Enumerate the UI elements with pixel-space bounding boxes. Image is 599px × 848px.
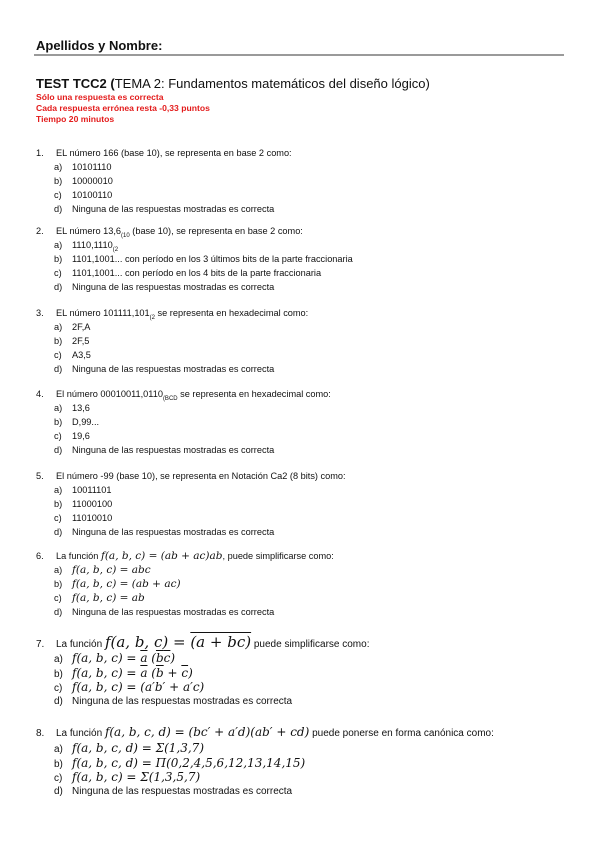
question-2: [36, 224, 353, 294]
formula-part: (: [147, 651, 156, 665]
option-b[interactable]: [36, 334, 308, 348]
question-text: La función: [56, 639, 105, 650]
question-text: se representa en hexadecimal como:: [177, 389, 331, 399]
option-text: Ninguna de las respuestas mostradas es correcta: [72, 445, 275, 455]
option-letter: a): [54, 403, 63, 413]
option-letter: d): [54, 282, 63, 292]
option-a[interactable]: [36, 160, 292, 174]
subscript: (2: [112, 246, 119, 253]
document-title: [36, 76, 430, 91]
question-number: 2.: [36, 226, 44, 236]
instruction-line: Sólo una respuesta es correcta: [36, 92, 164, 102]
option-c[interactable]: [36, 591, 334, 605]
option-a[interactable]: [36, 483, 346, 497]
option-text: Ninguna de las respuestas mostradas es correcta: [72, 785, 293, 797]
question-text: EL número 13,6: [56, 226, 122, 236]
option-a[interactable]: [36, 320, 308, 334]
option-text: Ninguna de las respuestas mostradas es correcta: [72, 282, 275, 292]
option-letter: d): [54, 785, 63, 797]
option-letter: a): [54, 565, 63, 575]
option-letter: c): [54, 268, 62, 278]
option-letter: b): [54, 176, 63, 186]
option-formula: [72, 651, 175, 665]
question-text: La función: [56, 551, 101, 561]
option-letter: c): [54, 431, 62, 441]
option-letter: a): [54, 162, 63, 172]
option-formula: f(a, b, c, d) = Σ(1,3,7): [72, 741, 204, 755]
option-text: Ninguna de las respuestas mostradas es correcta: [72, 204, 275, 214]
option-c[interactable]: [36, 188, 292, 202]
option-formula: [72, 666, 193, 680]
option-letter: c): [54, 683, 63, 694]
option-formula: f(a, b, c) = Σ(1,3,5,7): [72, 770, 201, 784]
option-text: 11000100: [72, 499, 113, 509]
formula-part: $\overline{c}$: [181, 665, 189, 680]
title-rest: Fundamentos matemáticos del diseño lógico): [164, 76, 430, 91]
question-text: EL número 101111,101: [56, 308, 150, 318]
instructions: [36, 92, 210, 125]
option-letter: b): [54, 336, 63, 346]
option-text: 19,6: [72, 431, 90, 441]
option-letter: d): [54, 527, 63, 537]
question-text: La función: [56, 728, 105, 739]
option-letter: b): [54, 417, 63, 427]
option-formula: f(a, b, c) = (a′b′ + a′c): [72, 680, 205, 694]
option-letter: d): [54, 445, 63, 455]
option-a[interactable]: [36, 238, 353, 252]
option-b[interactable]: [36, 577, 334, 591]
formula-part: +: [163, 665, 182, 680]
formula-part: ): [170, 651, 176, 665]
question-text: El número 00010011,0110: [56, 389, 163, 399]
option-letter: a): [54, 322, 63, 332]
option-d[interactable]: [36, 280, 353, 294]
option-c[interactable]: [36, 680, 369, 695]
question-number: 6.: [36, 551, 44, 561]
question-number: 3.: [36, 308, 44, 318]
instruction-line: Cada respuesta errónea resta -0,33 puntos: [36, 103, 210, 113]
option-a[interactable]: [36, 401, 331, 415]
option-text: Ninguna de las respuestas mostradas es correcta: [72, 364, 275, 374]
option-d[interactable]: [36, 785, 494, 800]
question-text: , puede simplificarse como:: [222, 551, 334, 561]
option-text: 10100110: [72, 190, 113, 200]
option-c[interactable]: [36, 348, 308, 362]
question-text: (base 10), se representa en base 2 como:: [129, 226, 303, 236]
question-text: puede simplificarse como:: [251, 639, 370, 650]
option-text: 10101110: [72, 162, 112, 172]
option-b[interactable]: [36, 174, 292, 188]
option-b[interactable]: [36, 666, 369, 681]
formula-part: $\overline{c}$: [163, 651, 171, 665]
formula-part: $\overline{a}$: [140, 665, 148, 680]
option-text: Ninguna de las respuestas mostradas es correcta: [72, 527, 275, 537]
option-a[interactable]: [36, 651, 369, 666]
question-8: [36, 724, 494, 799]
instruction-line: Tiempo 20 minutos: [36, 114, 115, 124]
option-b[interactable]: [36, 415, 331, 429]
option-letter: c): [54, 773, 63, 784]
subscript: (BCD: [162, 395, 178, 402]
title-tema: TEMA 2:: [114, 76, 165, 91]
option-formula: f(a, b, c) = ab: [72, 592, 145, 604]
option-d[interactable]: [36, 362, 308, 376]
formula-part: f(a, b, c) =: [72, 651, 141, 665]
question-5: [36, 469, 346, 539]
option-d[interactable]: [36, 525, 346, 539]
option-d[interactable]: [36, 605, 334, 619]
name-field-label: Apellidos y Nombre:: [36, 38, 163, 53]
option-letter: c): [54, 190, 62, 200]
option-letter: c): [54, 593, 62, 603]
option-d[interactable]: [36, 443, 331, 457]
option-text: 10011101: [72, 485, 112, 495]
option-text: 11010010: [72, 513, 113, 523]
formula-part: $\overline{b}$: [155, 651, 164, 665]
option-a[interactable]: [36, 741, 494, 756]
option-c[interactable]: [36, 511, 346, 525]
option-b[interactable]: [36, 756, 494, 771]
header-rule: [34, 54, 564, 56]
option-text: A3,5: [72, 350, 91, 360]
question-7: [36, 634, 369, 709]
option-letter: a): [54, 240, 63, 250]
option-a[interactable]: [36, 563, 334, 577]
option-letter: b): [54, 668, 63, 680]
option-letter: a): [54, 485, 63, 495]
question-text: EL número 166 (base 10), se representa en base 2 como:: [56, 148, 292, 158]
option-c[interactable]: [36, 266, 353, 280]
negated-expression: (a + bc): [190, 633, 252, 651]
option-b[interactable]: [36, 497, 346, 511]
formula-part: $\overline{a}$: [140, 651, 148, 665]
question-3: [36, 306, 308, 376]
question-text: puede ponerse en forma canónica como:: [309, 728, 494, 739]
option-letter: d): [54, 364, 63, 374]
option-letter: d): [54, 204, 63, 214]
option-text: 1101,1001... con período en los 3 últimos bits de la parte fraccionaria: [72, 254, 353, 264]
option-text: 1101,1001... con período en los 4 bits de la parte fraccionaria: [72, 268, 322, 278]
option-formula: f(a, b, c, d) = Π(0,2,4,5,6,12,13,14,15): [72, 755, 306, 770]
option-letter: b): [54, 579, 63, 589]
option-c[interactable]: [36, 429, 331, 443]
formula-part: (: [147, 665, 156, 680]
option-text: 13,6: [72, 403, 90, 413]
option-letter: b): [54, 254, 63, 264]
option-b[interactable]: [36, 252, 353, 266]
option-letter: b): [54, 758, 63, 770]
option-letter: d): [54, 695, 63, 707]
question-number: 8.: [36, 728, 45, 739]
option-text: 2F,5: [72, 336, 90, 346]
option-letter: d): [54, 607, 63, 617]
question-1: [36, 146, 292, 216]
option-text: 2F,A: [72, 322, 91, 332]
option-text: 1110,1110: [72, 240, 113, 250]
option-text: Ninguna de las respuestas mostradas es correcta: [72, 607, 275, 617]
option-letter: a): [54, 744, 63, 755]
formula-part: f(a, b, c) =: [72, 665, 141, 680]
question-number: 5.: [36, 471, 44, 481]
option-formula: f(a, b, c) = (ab + ac): [72, 578, 181, 590]
subscript: (10: [121, 232, 130, 239]
option-d[interactable]: [36, 202, 292, 216]
option-letter: a): [54, 654, 63, 665]
option-formula: f(a, b, c) = abc: [72, 564, 151, 576]
option-d[interactable]: [36, 695, 369, 710]
option-letter: b): [54, 499, 63, 509]
question-4: [36, 387, 331, 457]
question-number: 7.: [36, 639, 45, 650]
title-main: TEST TCC2 (: [36, 76, 115, 91]
question-formula: f(a, b, c) =: [104, 633, 191, 651]
question-text: El número -99 (base 10), se representa en Notación Ca2 (8 bits) como:: [56, 471, 346, 481]
question-text: se representa en hexadecimal como:: [155, 308, 309, 318]
option-text: Ninguna de las respuestas mostradas es correcta: [72, 695, 293, 707]
question-formula: f(a, b, c) = (ab + ac)ab: [100, 550, 223, 562]
question-number: 1.: [36, 148, 44, 158]
question-formula: f(a, b, c, d) = (bc′ + a′d)(ab′ + cd): [104, 725, 310, 739]
option-letter: c): [54, 350, 62, 360]
subscript: (2: [149, 314, 155, 321]
formula-part: $\overline{b}$: [155, 665, 164, 680]
option-text: 10000010: [72, 176, 113, 186]
formula-part: ): [188, 665, 193, 680]
option-text: D,99...: [72, 417, 100, 427]
question-6: [36, 549, 334, 619]
option-letter: c): [54, 513, 62, 523]
option-c[interactable]: [36, 770, 494, 785]
question-number: 4.: [36, 389, 44, 399]
